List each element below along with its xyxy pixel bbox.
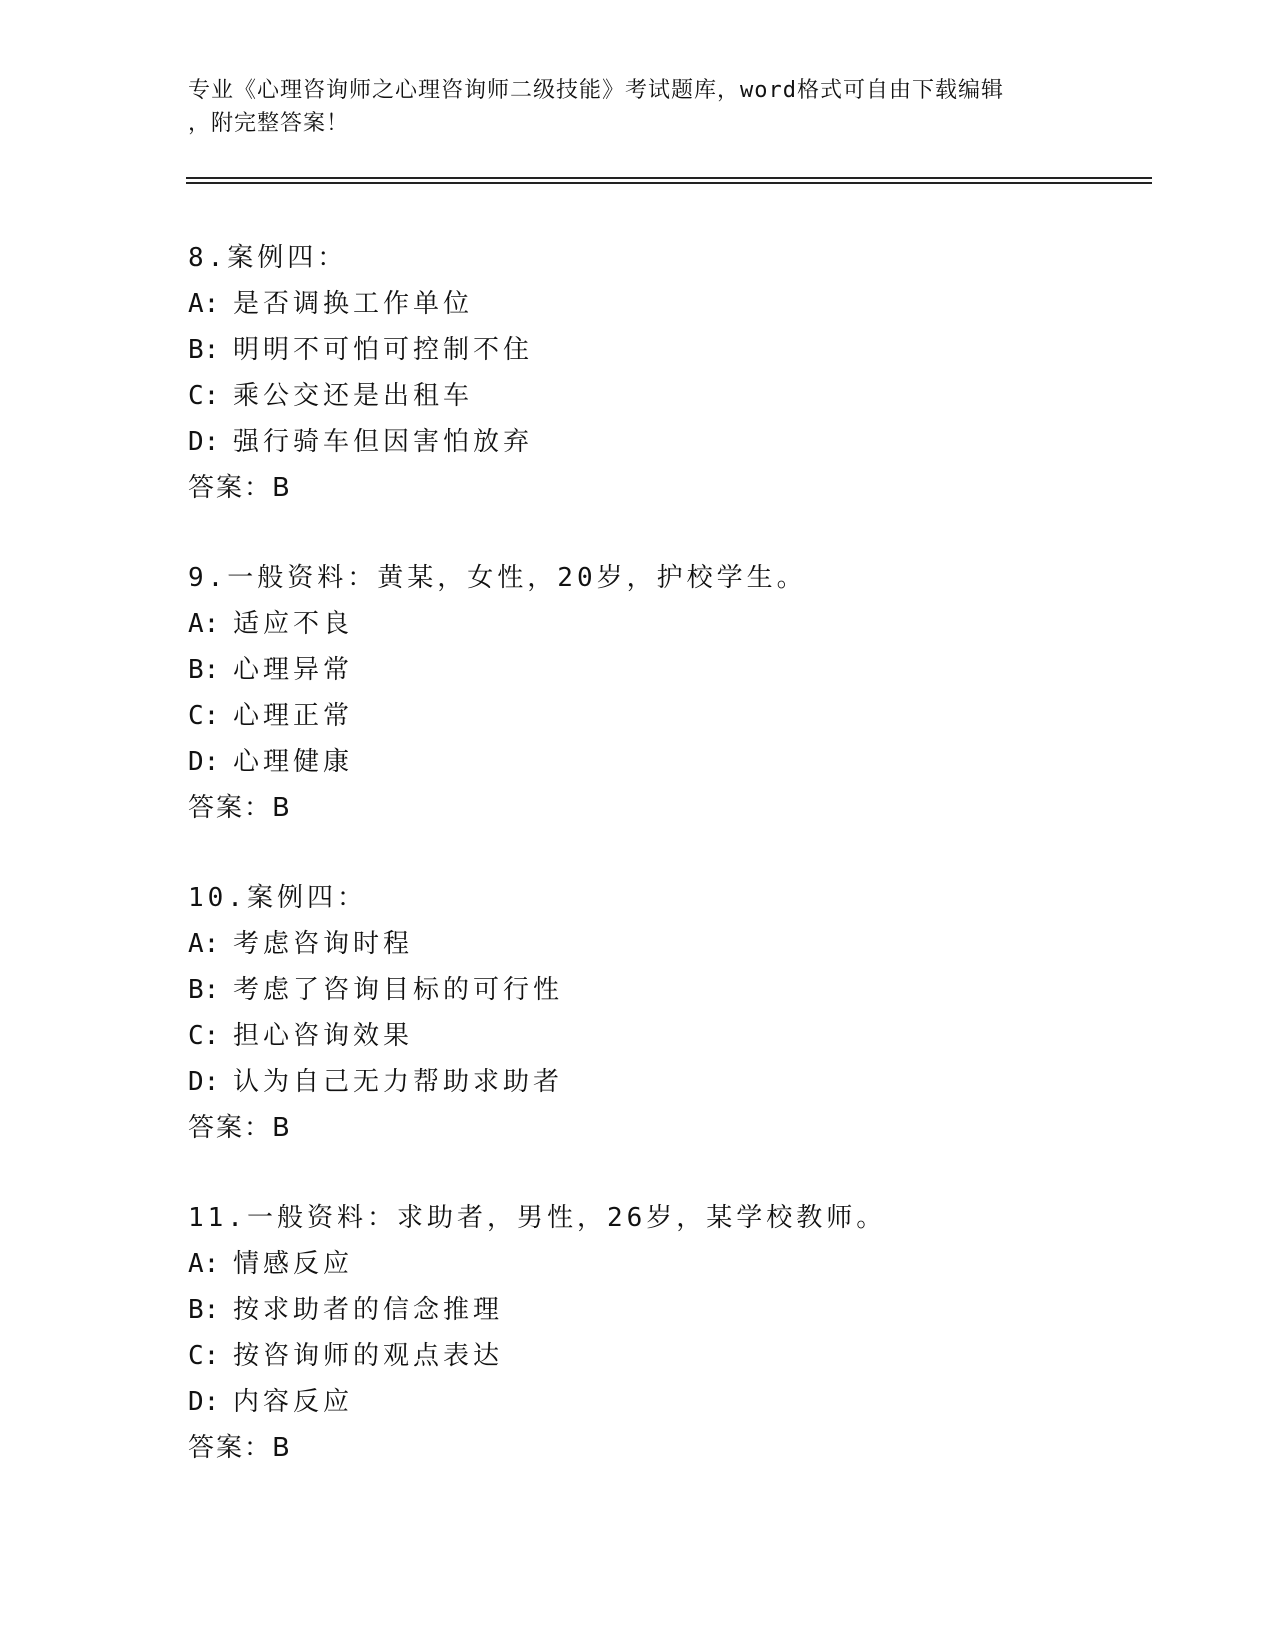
option-label: B: [188, 1295, 220, 1325]
question-block [188, 555, 1148, 831]
option-label: B: [188, 975, 220, 1005]
option-d [188, 1059, 1148, 1105]
option-b [188, 1287, 1148, 1333]
question-stem: 10.案例四： [188, 883, 367, 913]
document-header [188, 74, 1068, 140]
option-text: 心理正常 [233, 701, 354, 731]
option-b [188, 967, 1148, 1013]
option-a [188, 281, 1148, 327]
question-block [188, 235, 1148, 511]
option-text: 明明不可怕可控制不住 [233, 335, 534, 365]
option-c [188, 373, 1148, 419]
option-a [188, 1241, 1148, 1287]
answer-line: 答案：B [188, 473, 292, 503]
option-a [188, 921, 1148, 967]
option-text: 认为自己无力帮助求助者 [233, 1067, 564, 1097]
option-c [188, 693, 1148, 739]
option-label: A: [188, 609, 220, 639]
header-divider-top [186, 177, 1152, 179]
option-text: 适应不良 [233, 609, 354, 639]
option-label: A: [188, 289, 220, 319]
option-c [188, 1333, 1148, 1379]
option-d [188, 739, 1148, 785]
option-text: 内容反应 [233, 1387, 354, 1417]
option-label: C: [188, 1341, 220, 1371]
option-a [188, 601, 1148, 647]
header-line-1: 专业《心理咨询师之心理咨询师二级技能》考试题库，word格式可自由下载编辑 [188, 78, 1004, 103]
answer-line: 答案：B [188, 793, 292, 823]
option-text: 情感反应 [233, 1249, 354, 1279]
option-d [188, 1379, 1148, 1425]
question-stem: 9.一般资料：黄某，女性，20岁，护校学生。 [188, 563, 807, 593]
option-label: D: [188, 1067, 220, 1097]
option-text: 按咨询师的观点表达 [233, 1341, 504, 1371]
option-text: 考虑咨询时程 [233, 929, 414, 959]
option-label: C: [188, 701, 220, 731]
option-b [188, 647, 1148, 693]
question-stem: 11.一般资料：求助者，男性，26岁，某学校教师。 [188, 1203, 887, 1233]
option-text: 心理异常 [233, 655, 354, 685]
answer-line: 答案：B [188, 1433, 292, 1463]
header-line-2: ，附完整答案！ [188, 111, 350, 136]
option-c [188, 1013, 1148, 1059]
option-b [188, 327, 1148, 373]
option-label: D: [188, 1387, 220, 1417]
header-divider-bottom [186, 182, 1152, 184]
option-label: B: [188, 655, 220, 685]
question-block [188, 1195, 1148, 1471]
option-label: D: [188, 427, 220, 457]
question-block [188, 875, 1148, 1151]
option-label: C: [188, 1021, 220, 1051]
option-text: 按求助者的信念推理 [233, 1295, 504, 1325]
option-label: D: [188, 747, 220, 777]
option-text: 考虑了咨询目标的可行性 [233, 975, 564, 1005]
option-text: 乘公交还是出租车 [233, 381, 474, 411]
option-label: C: [188, 381, 220, 411]
option-label: A: [188, 1249, 220, 1279]
question-stem: 8.案例四： [188, 243, 348, 273]
option-label: B: [188, 335, 220, 365]
option-text: 担心咨询效果 [233, 1021, 414, 1051]
option-text: 是否调换工作单位 [233, 289, 474, 319]
option-text: 强行骑车但因害怕放弃 [233, 427, 534, 457]
option-text: 心理健康 [233, 747, 354, 777]
answer-line: 答案：B [188, 1113, 292, 1143]
option-label: A: [188, 929, 220, 959]
option-d [188, 419, 1148, 465]
